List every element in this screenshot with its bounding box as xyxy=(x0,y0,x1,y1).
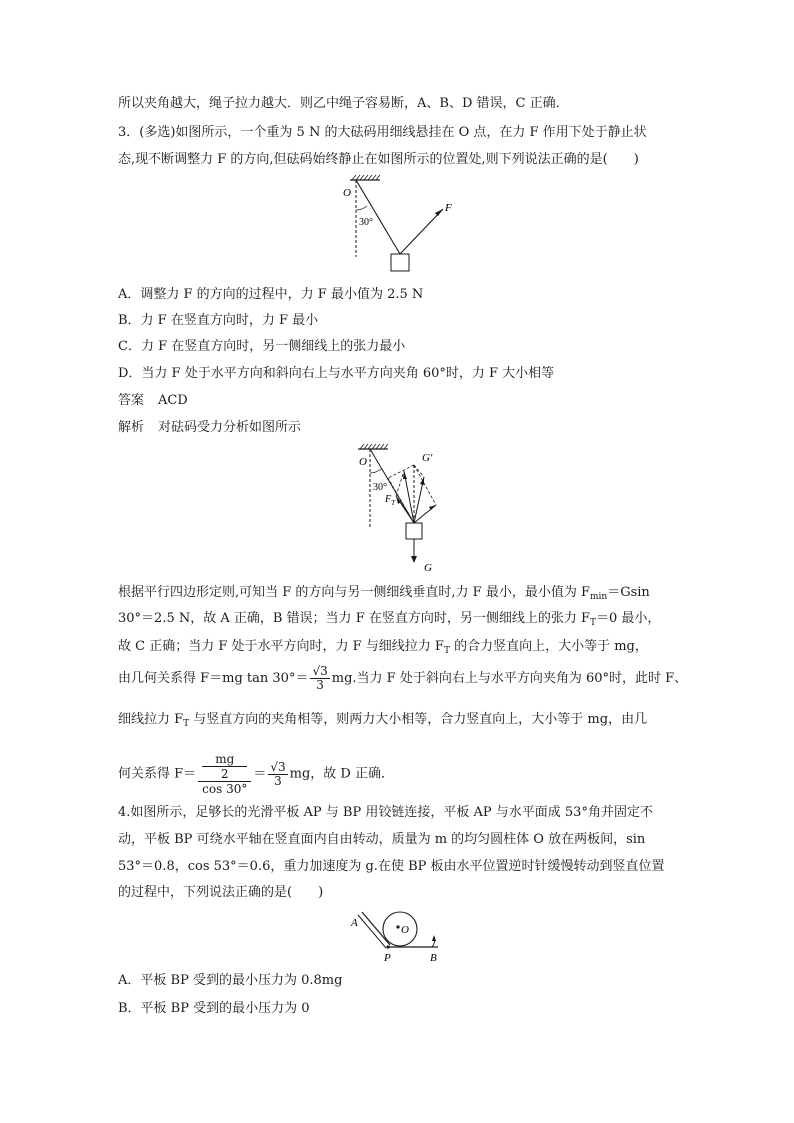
fig2-label-angle: 30° xyxy=(373,482,387,493)
q4-figure-cylinder-between-boards xyxy=(348,906,448,966)
subscript-t: T xyxy=(590,618,597,628)
solution-line6-end: mg，故 D 正确． xyxy=(289,766,394,782)
solution-line2 xyxy=(118,610,660,632)
q3-option-d: D．当力 F 处于水平方向和斜向右上与水平方向夹角 60°时，力 F 大小相等 xyxy=(118,366,555,381)
solution-line5-end: 与竖直方向的夹角相等，则两力大小相等，合力竖直向上，大小等于 mg，由几 xyxy=(189,712,648,727)
fig3-label-a: A xyxy=(351,917,358,929)
answer-value: ACD xyxy=(158,393,188,408)
solution-line6 xyxy=(118,752,394,796)
solution-line5-text: 细线拉力 F xyxy=(118,712,184,727)
fig1-label-o: O xyxy=(343,187,351,199)
fraction-denominator: 3 xyxy=(274,773,282,788)
intro-text: 所以夹角越大，绳子拉力越大．则乙中绳子容易断，A、B、D 错误，C 正确． xyxy=(118,96,569,111)
analysis-line xyxy=(118,419,301,437)
answer-line xyxy=(118,392,188,410)
q3-force-diagram xyxy=(352,443,452,583)
q4-option-b: B．平板 BP 受到的最小压力为 0 xyxy=(118,1001,310,1016)
solution-line4-end: mg.当力 F 处于斜向右上与水平方向夹角为 60°时，此时 F、 xyxy=(331,671,688,686)
q3-option-c: C．力 F 在竖直方向时，另一侧细线上的张力最小 xyxy=(118,339,406,354)
equals-sign: ＝ xyxy=(253,766,267,782)
solution-line6-text: 何关系得 F＝ xyxy=(118,766,197,782)
solution-line1 xyxy=(118,584,650,606)
q3-stem-line1: 3．(多选)如图所示，一个重为 5 N 的大砝码用细线悬挂在 O 点，在力 F 作用下处于静止状 xyxy=(118,125,647,140)
numerator-2: 2 xyxy=(202,766,247,781)
numerator-mg: mg xyxy=(215,752,235,766)
fig2-label-gprime: G′ xyxy=(422,452,433,464)
fig3-label-p: P xyxy=(384,952,391,964)
q3-option-b: B．力 F 在竖直方向时，力 F 最小 xyxy=(118,313,319,328)
solution-line5 xyxy=(118,711,647,733)
subscript-min: min xyxy=(590,592,608,602)
subscript-t: T xyxy=(443,646,450,656)
fig2-label-ft-sub: T xyxy=(391,499,396,507)
fraction-numerator: √3 xyxy=(270,759,286,774)
denominator-cos30: cos 30° xyxy=(202,782,248,796)
solution-line1-end: ＝Gsin xyxy=(607,585,650,600)
solution-line1-text: 根据平行四边形定则,可知当 F 的方向与另一侧细线垂直时,力 F 最小，最小值为 F xyxy=(118,585,590,600)
q4-stem-line4: 的过程中，下列说法正确的是( ) xyxy=(118,885,324,900)
fraction-compound xyxy=(198,752,251,796)
fig1-label-f: F xyxy=(445,202,452,214)
fraction-denominator: 3 xyxy=(316,678,324,692)
solution-line4-text: 由几何关系得 F＝mg tan 30°＝ xyxy=(118,671,309,686)
answer-label: 答案 xyxy=(118,393,145,408)
fraction-numerator: √3 xyxy=(312,664,328,678)
q4-stem-line3: 53°＝0.8，cos 53°＝0.6，重力加速度为 g.在使 BP 板由水平位置逆时针缓慢转动到竖直位置 xyxy=(118,859,665,874)
fraction-sqrt3-over-3 xyxy=(310,665,329,692)
solution-line2-text: 30°＝2.5 N，故 A 正确，B 错误；当力 F 在竖直方向时，另一侧细线上的张力 F xyxy=(118,611,590,626)
fraction-compound-numerator xyxy=(198,752,251,782)
solution-line3 xyxy=(118,638,648,660)
q3-option-a: A．调整力 F 的方向的过程中，力 F 最小值为 2.5 N xyxy=(118,287,424,302)
analysis-label: 解析 xyxy=(118,420,145,435)
q3-stem-line2: 态,现不断调整力 F 的方向,但砝码始终静止在如图所示的位置处,则下列说法正确的是( ) xyxy=(118,152,639,167)
q4-option-a: A．平板 BP 受到的最小压力为 0.8mg xyxy=(118,973,343,988)
fig1-label-angle: 30° xyxy=(359,217,373,228)
solution-line4 xyxy=(118,665,687,692)
subscript-t: T xyxy=(183,719,190,729)
solution-line3-text: 故 C 正确；当力 F 处于水平方向时，力 F 与细线拉力 F xyxy=(118,639,444,654)
fig2-label-ft xyxy=(384,494,396,507)
analysis-text: 对砝码受力分析如图所示 xyxy=(158,420,302,435)
fig3-label-b: B xyxy=(430,952,437,964)
fig2-label-o: O xyxy=(359,456,367,468)
solution-line2-end: ＝0 最小， xyxy=(596,611,661,626)
solution-line3-end: 的合力竖直向上，大小等于 mg， xyxy=(449,639,648,654)
q3-figure-hanging-weight xyxy=(330,172,460,277)
q4-stem-line2: 动，平板 BP 可绕水平轴在竖直面内自由转动，质量为 m 的均匀圆柱体 O 放在两板间，sin xyxy=(118,832,646,847)
fig2-label-ft-main: F xyxy=(385,494,392,505)
fig3-label-o: O xyxy=(401,924,409,936)
fraction-sqrt3-over-3-b xyxy=(268,761,287,788)
q4-stem-line1: 4.如图所示，足够长的光滑平板 AP 与 BP 用铰链连接，平板 AP 与水平面成 53°角并固定不 xyxy=(118,805,653,820)
fig2-label-g: G xyxy=(424,562,432,574)
